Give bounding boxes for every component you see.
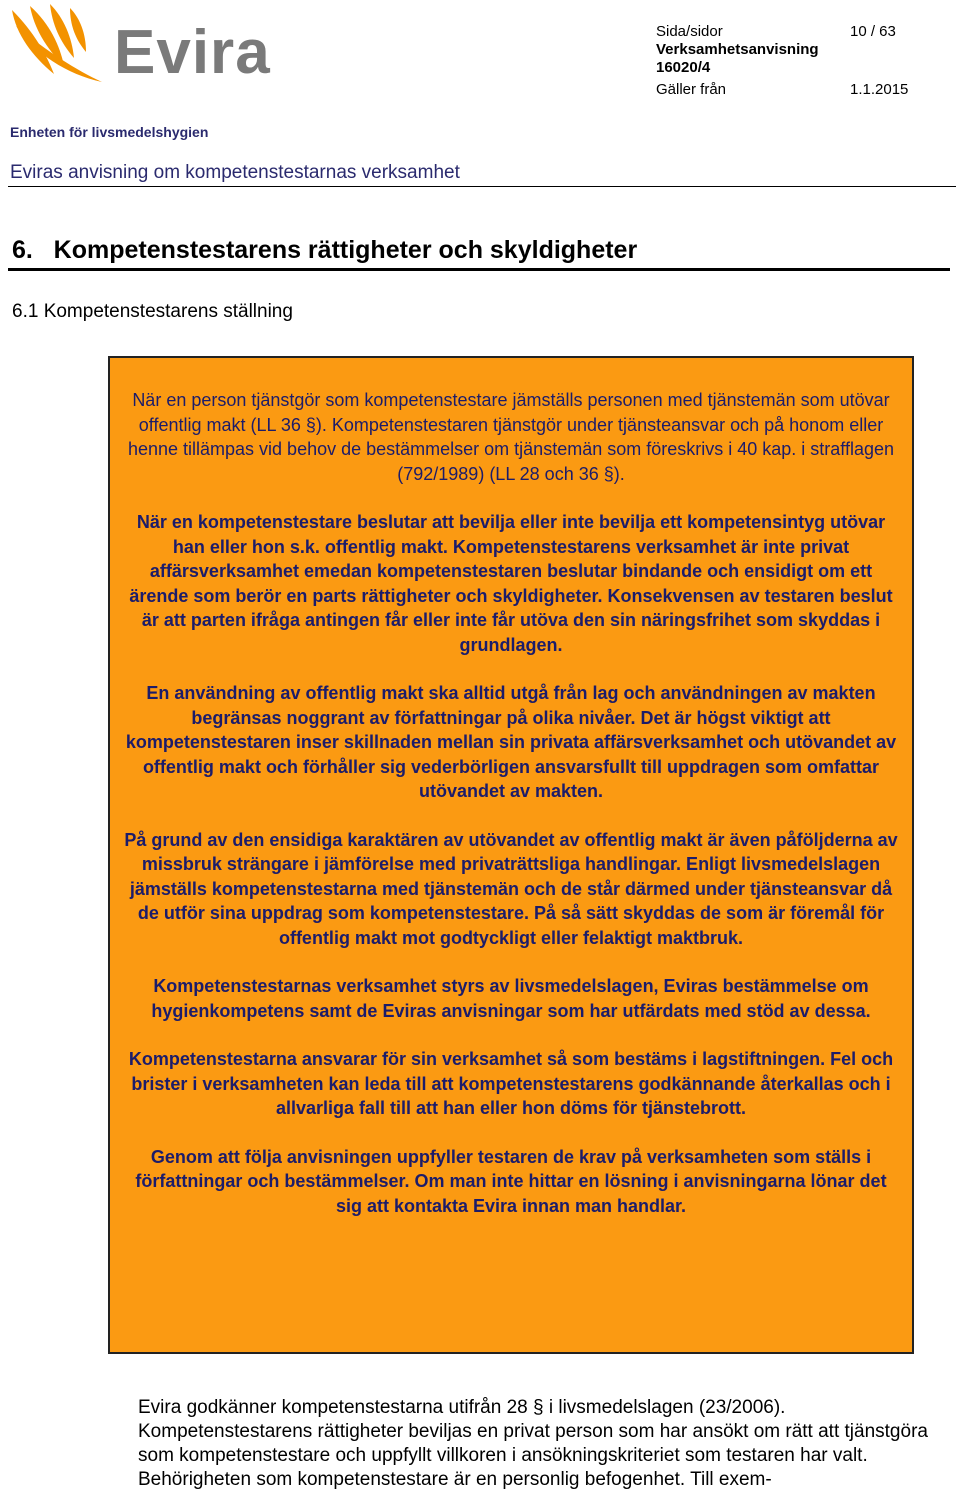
evira-logo	[6, 4, 271, 88]
box-paragraph-5: Kompetenstestarnas verksamhet styrs av livsmedelslagen, Eviras bestämmelse om hygienkompetens samt de Eviras anvisningar som har utfärdats med stöd av dessa.	[151, 976, 871, 1021]
box-paragraph-3: En användning av offentlig makt ska alltid utgå från lag och användningen av makten begränsas noggrant av författningar på olika nivåer. Det är högst viktigt att kompetenstestaren inser skillnaden mellan sin privata affärsverksamhet och utövandet av offentlig makt och förhåller sig vederbörligen ansvarsfullt till uppdragen som omfattar utövandet av makten.	[125, 683, 897, 801]
box-paragraph-7: Genom att följa anvisningen uppfyller testaren de krav på verksamheten som ställs i författningar och bestämmelser. Om man inte hittar en lösning i anvisningarna lönar det sig att kontakta Evira innan man handlar.	[135, 1146, 887, 1216]
box-paragraph-2: När en kompetenstestare beslutar att bevilja eller inte bevilja ett kompetensintyg utövar han eller hon s.k. offentlig makt. Kompetenstestarens verksamhet är inte privat affärsverksamhet emedan kompetenstestaren beslutar bindande och ensidigt om ett ärende som berör en parts rättigheter och skyldigheter. Konsekvensen av testaren beslut är att parten ifråga antingen får eller inte får utöva den sin näringsfrihet som skyddas i grundlagen.	[129, 512, 893, 655]
highlight-box	[108, 356, 914, 1354]
document-title: Eviras anvisning om kompetenstestarnas verksamhet	[10, 162, 460, 183]
logo-wordmark: Evira	[114, 18, 271, 87]
doc-number: 16020/4	[656, 59, 711, 76]
section-divider	[8, 268, 950, 271]
section-title: 6. Kompetenstestarens rättigheter och skyldigheter	[12, 236, 638, 264]
body-paragraph: Evira godkänner kompetenstestarna utifrån 28 § i livsmedelslagen (23/2006). Kompetenstestarens rättigheter beviljas en privat person som har ansökt om rätt att tjänstgöra som kompetenstestare och uppfyllt villkoren i ansökningskriteriet som testaren har valt. Behörigheten som kompetenstestare är en personlig befogenhet. Till exem-	[138, 1397, 928, 1490]
evira-wheat-icon	[6, 4, 116, 88]
valid-from-date: 1.1.2015	[850, 81, 909, 98]
box-paragraph-6: Kompetenstestarna ansvarar för sin verksamhet så som bestäms i lagstiftningen. Fel och brister i verksamheten kan leda till att kompetenstestarens godkännande återkallas och i allvarliga fall till att han eller hon döms för tjänstebrott.	[128, 1049, 894, 1118]
box-paragraph-4: På grund av den ensidiga karaktären av utövandet av offentlig makt är även påföljderna av missbruk strängare i jämförelse med privaträttsliga handlingar. Enligt livsmedelslagen jämställs kompetenstestarna med tjänstemän och de står därmed under tjänsteansvar då de utför sina uppdrag som kompetenstestare. På så sätt skyddas de som är föremål för offentlig makt mot godtyckligt eller felaktigt maktbruk.	[124, 829, 898, 948]
subsection-title: 6.1 Kompetenstestarens ställning	[12, 301, 293, 322]
doc-type: Verksamhetsanvisning	[656, 41, 819, 58]
valid-from-label: Gäller från	[656, 81, 727, 98]
highlight-box-content	[124, 388, 898, 1242]
page-label: Sida/sidor	[656, 23, 723, 40]
page-number: 10 / 63	[850, 23, 896, 40]
unit-name: Enheten för livsmedelshygien	[10, 124, 209, 140]
box-paragraph-1: När en person tjänstgör som kompetenstestare jämställs personen med tjänstemän som utövar offentlig makt (LL 36 §). Kompetenstestaren tjänstgör under tjänsteansvar och på honom eller henne tillämpas vid behov de bestämmelser om tjänstemän som föreskrivs i 40 kap. i strafflagen (792/1989) (LL 28 och 36 §).	[127, 390, 895, 484]
header-divider	[8, 186, 956, 187]
